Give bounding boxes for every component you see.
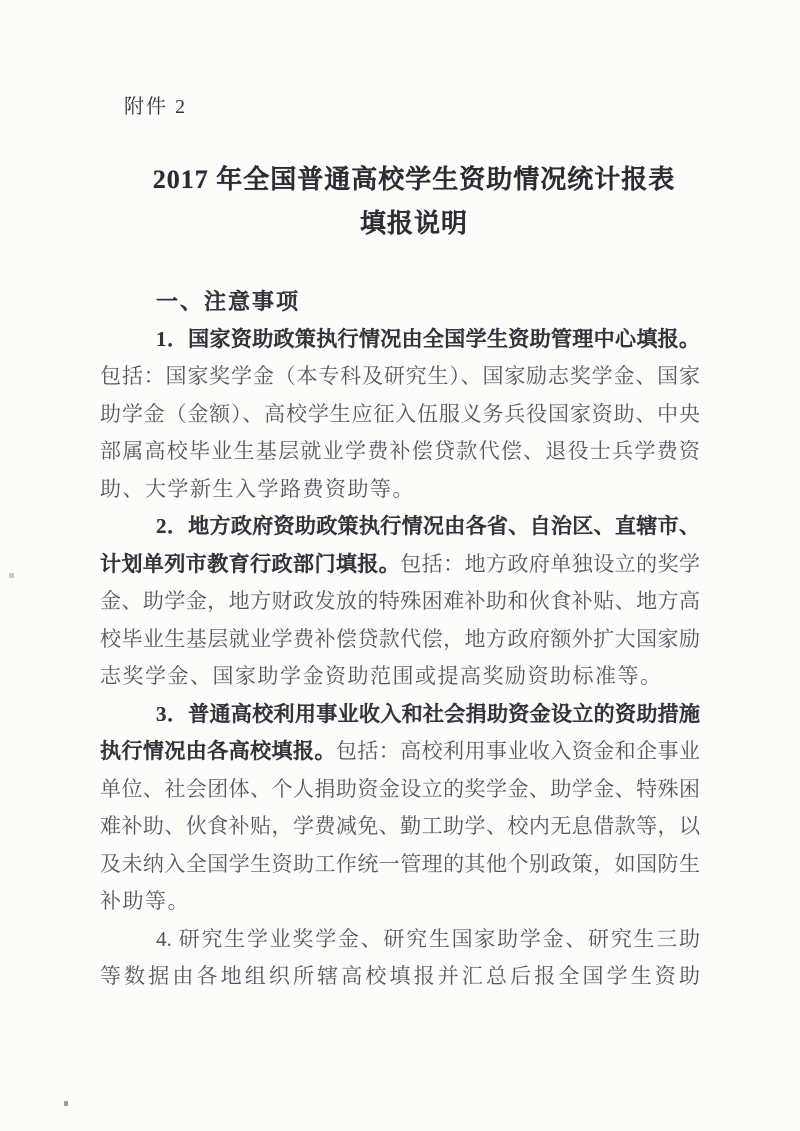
text-segment: 部属高校毕业生基层就业学费补偿贷款代偿、退役士兵学费资 [100,439,700,463]
text-segment: 包括：地方政府单独设立的奖学 [400,551,701,576]
text-line [100,396,700,434]
scan-speck [9,573,14,578]
text-segment: 4. 研究生学业奖学金、研究生国家助学金、研究生三助 [156,926,700,951]
paragraph [100,321,700,509]
text-line [100,696,700,734]
text-line [100,358,700,396]
text-segment: 包括：国家奖学金（本专科及研究生）、国家励志奖学金、国家 [100,364,700,388]
text-line [100,546,700,584]
text-line [100,508,700,546]
text-line [100,771,700,809]
text-segment: 补助等。 [100,889,190,913]
document-title-line1: 2017 年全国普通高校学生资助情况统计报表 [152,165,676,194]
text-line [100,921,700,959]
paragraph [100,921,700,996]
text-line [100,658,700,696]
text-segment: 助学金（金额）、高校学生应征入伍服义务兵役国家资助、中央 [100,401,700,426]
text-segment: 金、助学金，地方财政发放的特殊困难补助和伙食补贴、地方高 [100,589,700,613]
text-segment: 单位、社会团体、个人捐助资金设立的奖学金、助学金、特殊困 [100,776,700,801]
text-line [100,883,700,921]
document-title [0,158,800,246]
paragraph [100,508,700,696]
text-segment: 志奖学金、国家助学金资助范围或提高奖励资助标准等。 [100,664,663,688]
paragraph [100,696,700,921]
text-line [100,583,700,621]
bold-text-segment: 2．地方政府资助政策执行情况由各省、自治区、直辖市、 [156,514,700,538]
text-segment: 包括：高校利用事业收入资金和企事业 [335,739,701,763]
document-body [100,283,700,996]
text-segment: 校毕业生基层就业学费补偿贷款代偿，地方政府额外扩大国家励 [100,626,700,651]
bold-text-segment: 执行情况由各高校填报。 [100,739,336,763]
document-title-line2: 填报说明 [359,209,468,238]
text-line [100,321,700,359]
section-heading: 一、注意事项 [156,289,301,314]
text-line [100,733,700,771]
text-segment: 难补助、伙食补贴，学费减免、勤工助学、校内无息借款等，以 [100,814,700,838]
text-line [100,621,700,659]
bold-text-segment: 1．国家资助政策执行情况由全国学生资助管理中心填报。 [156,326,700,351]
text-segment: 及未纳入全国学生资助工作统一管理的其他个别政策，如国防生 [100,851,700,876]
bold-text-segment: 3．普通高校利用事业收入和社会捐助资金设立的资助措施 [156,701,700,726]
text-line [100,846,700,884]
bold-text-segment: 计划单列市教育行政部门填报。 [100,551,401,576]
scan-speck [64,1101,68,1106]
text-line [100,433,700,471]
paragraphs [100,321,700,996]
text-line [100,471,700,509]
text-line [100,958,700,996]
text-line [100,808,700,846]
text-segment: 助、大学新生入学路费资助等。 [100,476,415,501]
text-segment: 等数据由各地组织所辖高校填报并汇总后报全国学生资助 [100,964,700,988]
attachment-label: 附件 2 [124,96,187,118]
